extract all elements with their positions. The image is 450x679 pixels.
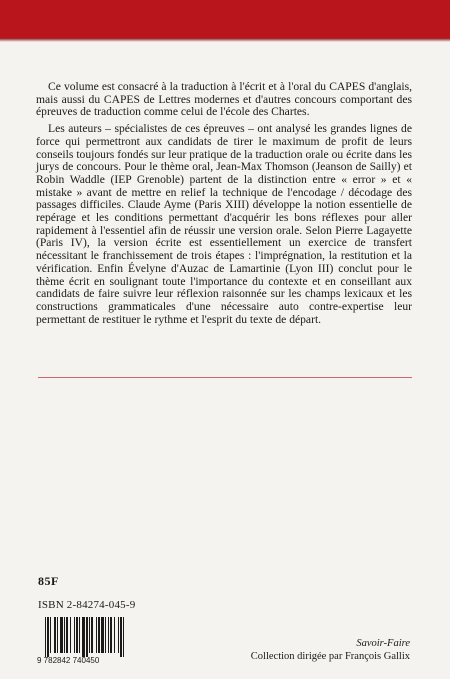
band-shadow — [0, 38, 450, 42]
barcode-bar — [110, 617, 112, 653]
series-name: Savoir-Faire — [356, 638, 410, 649]
barcode-bar — [50, 617, 51, 653]
barcode-bar — [74, 617, 75, 653]
barcode-bar — [79, 617, 80, 653]
barcode-number: 9 782842 740450 — [37, 656, 100, 665]
barcode-bar — [47, 617, 49, 657]
barcode-bars — [45, 617, 124, 657]
barcode-bar — [120, 617, 122, 657]
barcode-bar — [118, 617, 119, 653]
blurb-paragraph-2: Les auteurs – spécialistes de ces épreuves – ont analysé les grandes lignes de force qui permettront aux candidats de tirer le maximum de profit de leurs conseils toujours fondés sur leur pratique de la traduction orale ou écrite dans les jurys de concours. Pour le thème oral, Jean-Max Thomson (Jeanson de Sailly) et Robin Waddle (IEP Grenoble) partent de la distinction entre « error » et « mistake » avant de mettre en relief la technique de l'encodage / décodage des passages difficiles. Claude Ayme (Paris XIII) développe la notion essentielle de repérage et les conditions permettant d'acquérir les bons réflexes pour aller rapidement à l'essentiel afin de réussir une version orale. Selon Pierre Lagayette (Paris IV), la version écrite est essentiellement un exercice de transfert nécessitant le franchissement de trois étapes : l'imprégnation, la restitution et la vérification. Enfin Évelyne d'Auzac de Lamartinie (Lyon III) conclut pour le thème écrit en soulignant toute l'importance du contexte et en conseillant aux candidats de faire suivre leur réflexion raisonnée sur les champs lexicaux et les constructions grammaticales d'une nécessaire auto contre-expertise leur permettant de restituer le rythme et l'esprit du texte de départ. — [36, 122, 412, 326]
barcode-bar — [54, 617, 56, 653]
barcode-bar — [91, 617, 93, 653]
barcode-bar — [96, 617, 97, 653]
blurb-paragraph-1: Ce volume est consacré à la traduction à l'écrit et à l'oral du CAPES d'anglais, mais aussi du CAPES de Lettres modernes et d'autres concours comportant des épreuves de traduction comme celui de l'école des Chartes. — [36, 80, 412, 119]
barcode-bar — [98, 617, 100, 653]
horizontal-rule — [38, 377, 412, 378]
barcode-bar — [66, 617, 68, 653]
series-info — [170, 637, 410, 663]
back-cover-blurb — [36, 81, 412, 326]
barcode-bar — [105, 617, 106, 653]
top-color-band — [0, 0, 450, 38]
barcode-bar — [114, 617, 115, 653]
barcode-bar — [86, 617, 88, 657]
barcode-bar — [82, 617, 85, 657]
barcode-bar — [60, 617, 63, 653]
barcode-bar — [89, 617, 90, 653]
series-director: Collection dirigée par François Gallix — [250, 651, 410, 662]
barcode-bar — [108, 617, 109, 653]
barcode-bar — [101, 617, 104, 653]
barcode-bar — [70, 617, 71, 653]
barcode-bar — [123, 617, 124, 657]
barcode-bar — [57, 617, 58, 653]
barcode-bar — [45, 617, 46, 657]
barcode — [37, 617, 159, 665]
barcode-bar — [76, 617, 78, 653]
barcode-bar — [64, 617, 65, 653]
isbn: ISBN 2-84274-045-9 — [38, 599, 136, 611]
price: 85F — [38, 574, 59, 588]
